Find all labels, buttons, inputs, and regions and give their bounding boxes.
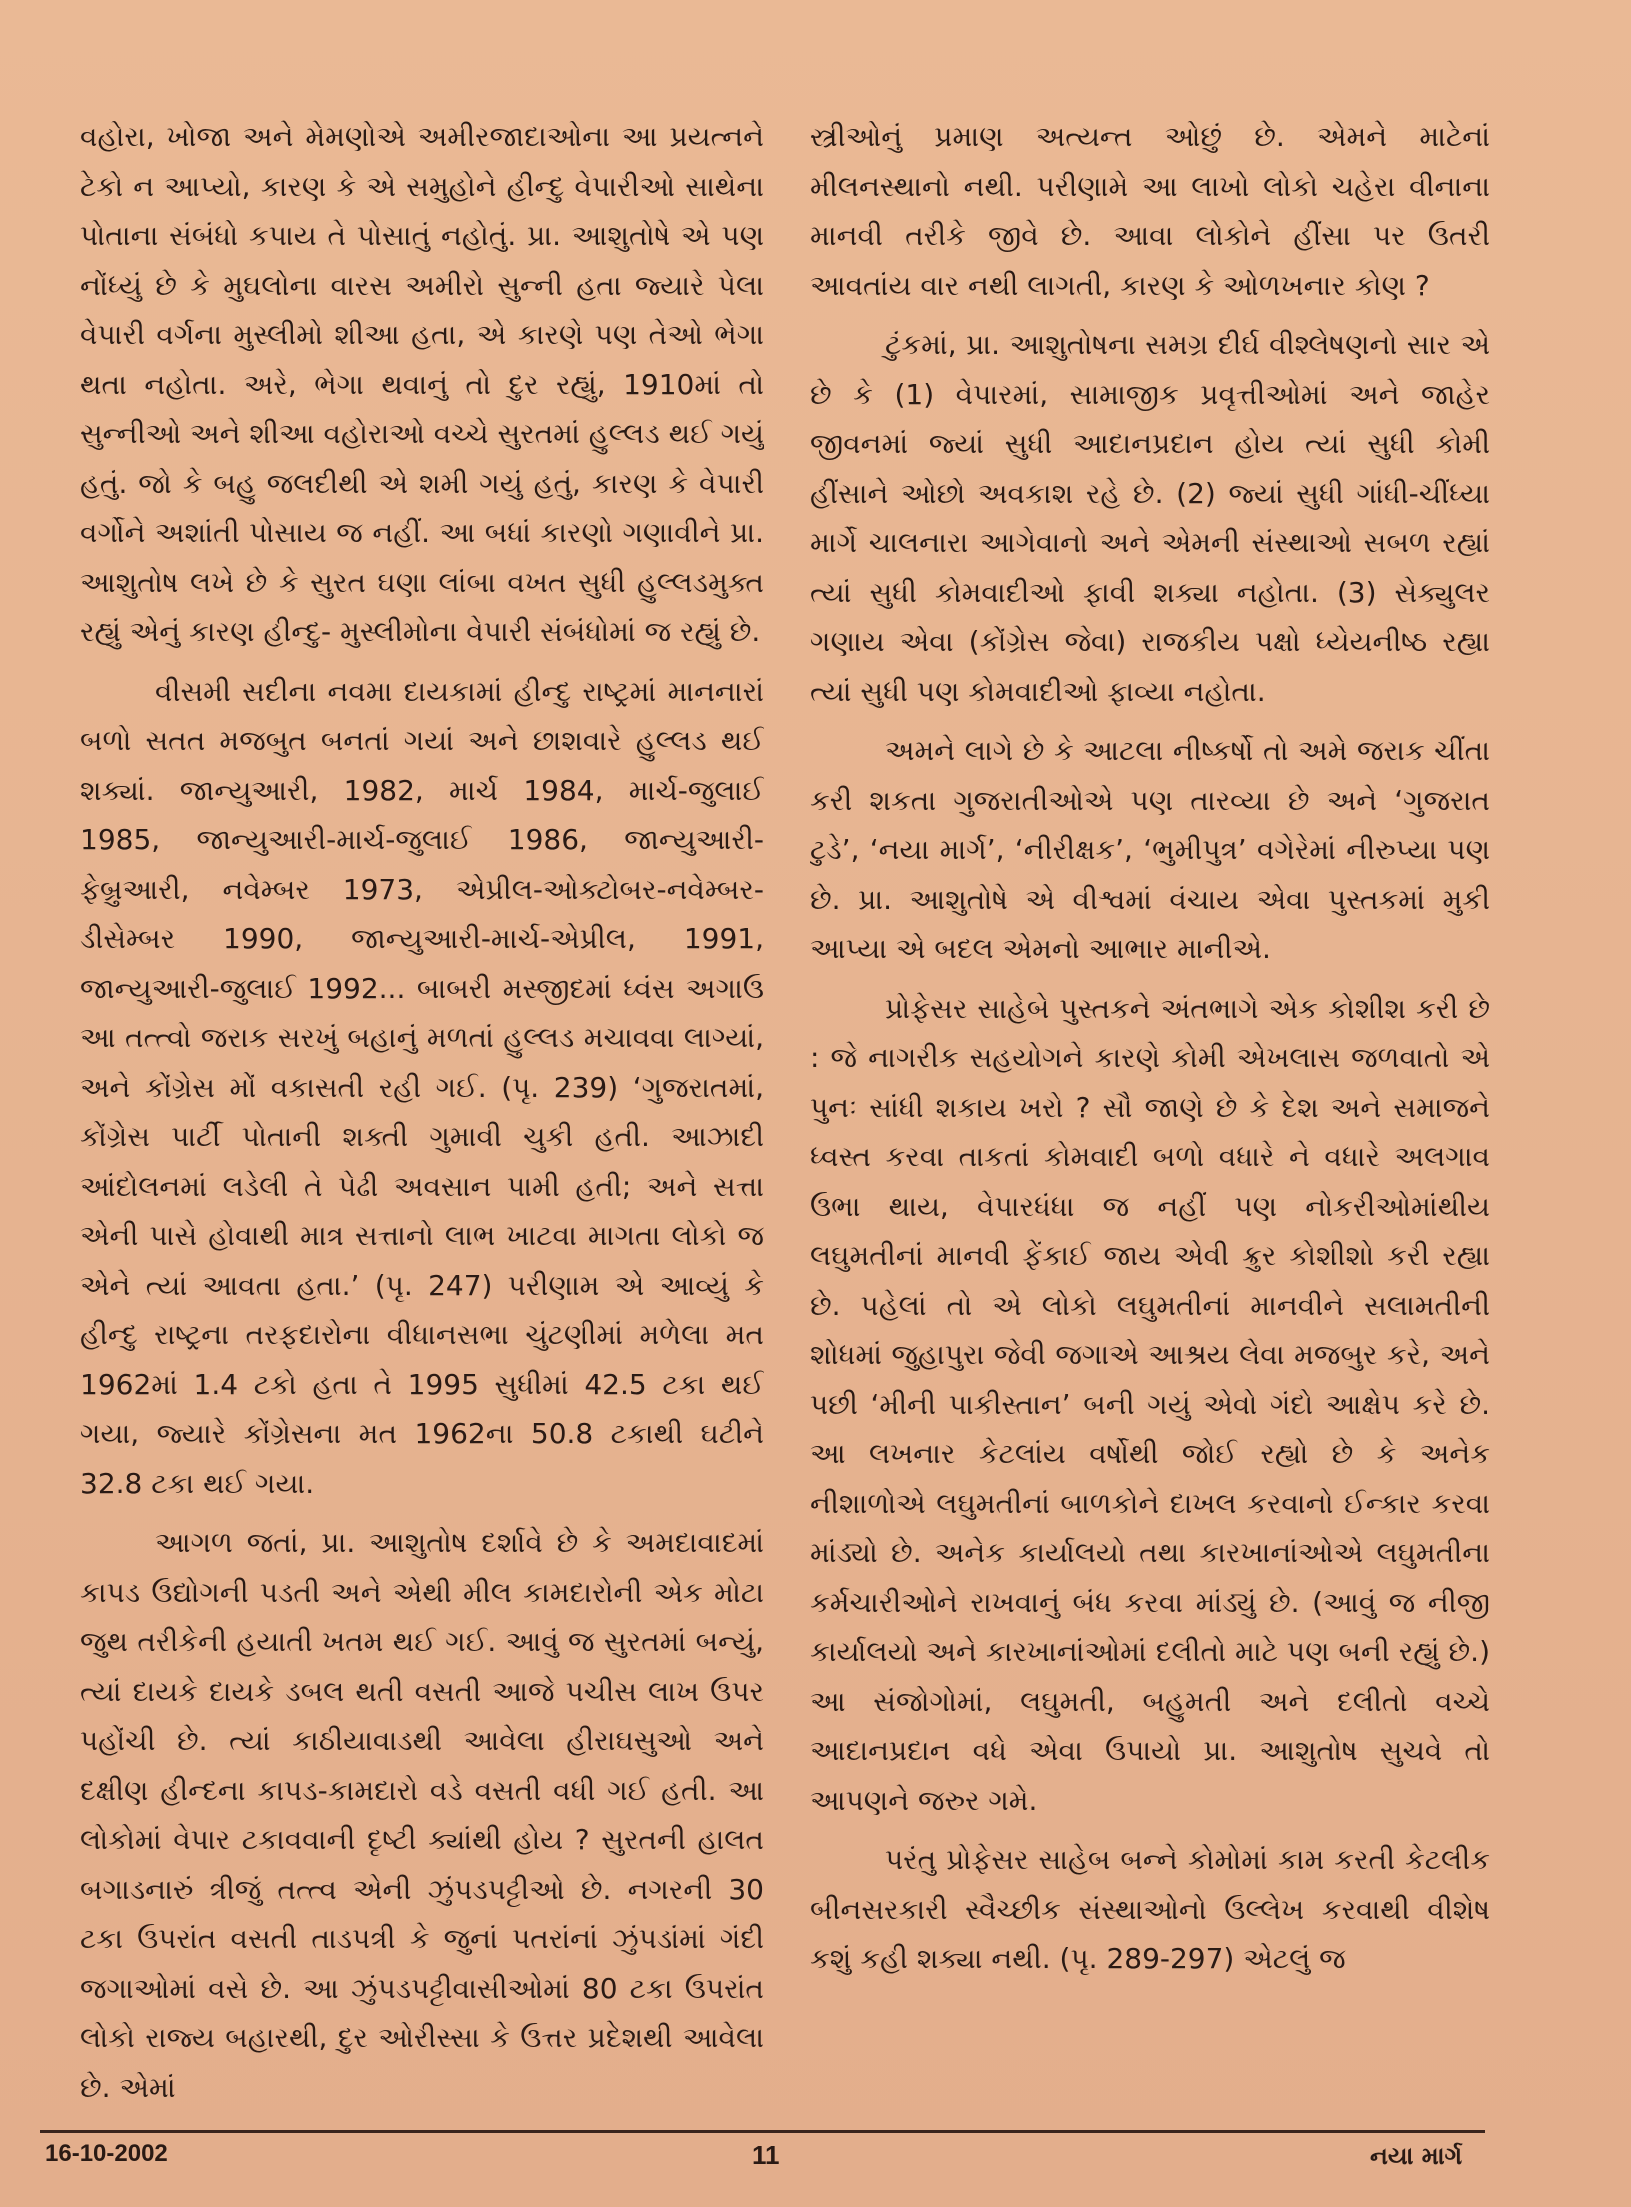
paragraph: ટુંકમાં, પ્રા. આશુતોષના સમગ્ર દીર્ઘ વીશ્લેષણનો સાર એ છે કે (1) વેપારમાં, સામાજીક પ્રવૃત્તીઓમાં અને જાહેર જીવનમાં જ્યાં સુધી આદાનપ્રદાન હોય ત્યાં સુધી કોમી હીંસાને ઓછો અવકાશ રહે છે. (2) જ્યાં સુધી ગાંધી-ચીંધ્યા માર્ગે ચાલનારા આગેવાનો અને એમની સંસ્થાઓ સબળ રહ્યાં ત્યાં સુધી કોમવાદીઓ ફાવી શક્યા નહોતા. (3) સેક્યુલર ગણાય એવા (કોંગ્રેસ જેવા) રાજકીય પક્ષો ધ્યેયનીષ્ઠ રહ્યા ત્યાં સુધી પણ કોમવાદીઓ ફાવ્યા નહોતા.	[810, 328, 1490, 708]
page-number: 11	[752, 2140, 780, 2170]
right-column	[810, 112, 1490, 2117]
left-column	[80, 112, 764, 2117]
magazine-name: નયા માર્ગ	[1370, 2142, 1463, 2170]
paragraph: વહોરા, ખોજા અને મેમણોએ અમીરજાદાઓના આ પ્રયત્નને ટેકો ન આપ્યો, કારણ કે એ સમુહોને હીન્દુ વેપારીઓ સાથેના પોતાના સંબંધો કપાય તે પોસાતું નહોતું. પ્રા. આશુતોષે એ પણ નોંધ્યું છે કે મુઘલોના વારસ અમીરો સુન્ની હતા જ્યારે પેલા વેપારી વર્ગના મુસ્લીમો શીઆ હતા, એ કારણે પણ તેઓ ભેગા થતા નહોતા. અરે, ભેગા થવાનું તો દુર રહ્યું, 1910માં તો સુન્નીઓ અને શીઆ વહોરાઓ વચ્ચે સુરતમાં હુલ્લડ થઈ ગયું હતું. જો કે બહુ જલદીથી એ શમી ગયું હતું, કારણ કે વેપારી વર્ગોને અશાંતી પોસાય જ નહીં. આ બધાં કારણો ગણાવીને પ્રા. આશુતોષ લખે છે કે સુરત ઘણા લાંબા વખત સુધી હુલ્લડમુક્ત રહ્યું એનું કારણ હીન્દુ- મુસ્લીમોના વેપારી સંબંધોમાં જ રહ્યું છે.	[80, 120, 764, 648]
footer-divider	[40, 2130, 1485, 2133]
paragraph: આગળ જતાં, પ્રા. આશુતોષ દર્શાવે છે કે અમદાવાદમાં કાપડ ઉદ્યોગની પડતી અને એથી મીલ કામદારોની એક મોટા જુથ તરીકેની હયાતી ખતમ થઈ ગઈ. આવું જ સુરતમાં બન્યું, ત્યાં દાયકે દાયકે ડબલ થતી વસતી આજે પચીસ લાખ ઉપર પહોંચી છે. ત્યાં કાઠીયાવાડથી આવેલા હીરાઘસુઓ અને દક્ષીણ હીન્દના કાપડ-કામદારો વડે વસતી વધી ગઈ હતી. આ લોકોમાં વેપાર ટકાવવાની દૃષ્ટી ક્યાંથી હોય ? સુરતની હાલત બગાડનારું ત્રીજું તત્ત્વ એની ઝુંપડપટ્ટીઓ છે. નગરની 30 ટકા ઉપરાંત વસતી તાડપત્રી કે જુનાં પતરાંનાં ઝુંપડાંમાં ગંદી જગાઓમાં વસે છે. આ ઝુંપડપટ્ટીવાસીઓમાં 80 ટકા ઉપરાંત લોકો રાજ્ય બહારથી, દુર ઓરીસ્સા કે ઉત્તર પ્રદેશથી આવેલા છે. એમાં	[80, 1526, 764, 2104]
paragraph: પ્રોફેસર સાહેબે પુસ્તકને અંતભાગે એક કોશીશ કરી છે : જે નાગરીક સહયોગને કારણે કોમી એખલાસ જળવાતો એ પુનઃ સાંધી શકાય ખરો ? સૌ જાણે છે કે દેશ અને સમાજને ધ્વસ્ત કરવા તાકતાં કોમવાદી બળો વધારે ને વધારે અલગાવ ઉભા થાય, વેપારધંધા જ નહીં પણ નોકરીઓમાંથીય લઘુમતીનાં માનવી ફેંકાઈ જાય એવી ક્રુર કોશીશો કરી રહ્યા છે. પહેલાં તો એ લોકો લઘુમતીનાં માનવીને સલામતીની શોધમાં જુહાપુરા જેવી જગાએ આશ્રય લેવા મજબુર કરે, અને પછી ‘મીની પાકીસ્તાન’ બની ગયું એવો ગંદો આક્ષેપ કરે છે. આ લખનાર કેટલાંય વર્ષોથી જોઈ રહ્યો છે કે અનેક નીશાળોએ લઘુમતીનાં બાળકોને દાખલ કરવાનો ઈન્કાર કરવા માંડ્યો છે. અનેક કાર્યાલયો તથા કારખાનાંઓએ લઘુમતીના કર્મચારીઓને રાખવાનું બંધ કરવા માંડ્યું છે. (આવું જ નીજી કાર્યાલયો અને કારખાનાંઓમાં દલીતો માટે પણ બની રહ્યું છે.) આ સંજોગોમાં, લઘુમતી, બહુમતી અને દલીતો વચ્ચે આદાનપ્રદાન વધે એવા ઉપાયો પ્રા. આશુતોષ સુચવે તો આપણને જરુર ગમે.	[810, 991, 1490, 1817]
footer-date: 16-10-2002	[45, 2140, 168, 2167]
paragraph: અમને લાગે છે કે આટલા નીષ્કર્ષો તો અમે જરાક ચીંતા કરી શકતા ગુજરાતીઓએ પણ તારવ્યા છે અને ‘ગુજરાત ટુડે’, ‘નયા માર્ગ’, ‘નીરીક્ષક’, ‘ભુમીપુત્ર’ વગેરેમાં નીરુપ્યા પણ છે. પ્રા. આશુતોષે એ વીશ્વમાં વંચાય એવા પુસ્તકમાં મુકી આપ્યા એ બદલ એમનો આભાર માનીએ.	[810, 734, 1490, 965]
paragraph: પરંતુ પ્રોફેસર સાહેબ બન્ને કોમોમાં કામ કરતી કેટલીક બીનસરકારી સ્વૈચ્છીક સંસ્થાઓનો ઉલ્લેખ કરવાથી વીશેષ કશું કહી શક્યા નથી. (પૃ. 289-297) એટલું જ	[810, 1843, 1490, 1975]
paragraph: વીસમી સદીના નવમા દાયકામાં હીન્દુ રાષ્ટ્રમાં માનનારાં બળો સતત મજબુત બનતાં ગયાં અને છાશવારે હુલ્લડ થઈ શક્યાં. જાન્યુઆરી, 1982, માર્ચ 1984, માર્ચ-જુલાઈ 1985, જાન્યુઆરી-માર્ચ-જુલાઈ 1986, જાન્યુઆરી-ફેબ્રુઆરી, નવેમ્બર 1973, એપ્રીલ-ઓક્ટોબર-નવેમ્બર-ડીસેમ્બર 1990, જાન્યુઆરી-માર્ચ-એપ્રીલ, 1991, જાન્યુઆરી-જુલાઈ 1992... બાબરી મસ્જીદમાં ધ્વંસ અગાઉ આ તત્ત્વો જરાક સરખું બહાનું મળતાં હુલ્લડ મચાવવા લાગ્યાં, અને કોંગ્રેસ મોં વકાસતી રહી ગઈ. (પૃ. 239) ‘ગુજરાતમાં, કોંગ્રેસ પાર્ટી પોતાની શક્તી ગુમાવી ચુકી હતી. આઝાદી આંદોલનમાં લડેલી તે પેઢી અવસાન પામી હતી; અને સત્તા એની પાસે હોવાથી માત્ર સત્તાનો લાભ ખાટવા માગતા લોકો જ એને ત્યાં આવતા હતા.’ (પૃ. 247) પરીણામ એ આવ્યું કે હીન્દુ રાષ્ટ્રના તરફદારોના વીધાનસભા ચુંટણીમાં મળેલા મત 1962માં 1.4 ટકો હતા તે 1995 સુધીમાં 42.5 ટકા થઈ ગયા, જ્યારે કોંગ્રેસના મત 1962ના 50.8 ટકાથી ઘટીને 32.8 ટકા થઈ ગયા.	[80, 674, 764, 1500]
paragraph: સ્ત્રીઓનું પ્રમાણ અત્યન્ત ઓછું છે. એમને માટેનાં મીલનસ્થાનો નથી. પરીણામે આ લાખો લોકો ચહેરા વીનાના માનવી તરીકે જીવે છે. આવા લોકોને હીંસા પર ઉતરી આવતાંય વાર નથી લાગતી, કારણ કે ઓળખનાર કોણ ?	[810, 120, 1490, 302]
